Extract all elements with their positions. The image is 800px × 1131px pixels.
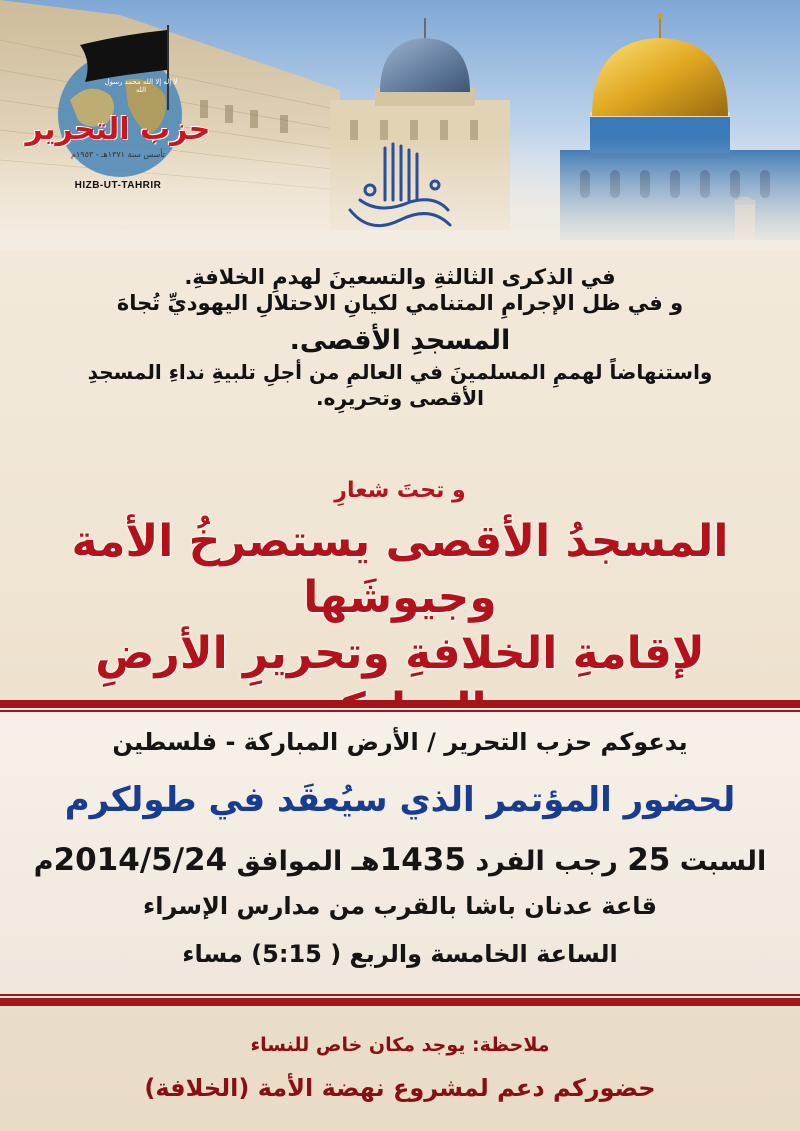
invitation-line-2: لحضور المؤتمر الذي سيُعقَد في طولكرم [64,780,736,820]
band-bottom-border-thin [0,994,800,996]
event-date [0,842,800,878]
logo-title: حزب التحرير [25,112,211,147]
event-gregorian-suffix: م [33,846,54,877]
intro-line-3: المسجدِ الأقصى. [289,325,511,356]
flag-shahada-text: لا إله إلا الله محمد رسول الله [104,78,178,94]
intro-text [20,265,780,410]
event-time [0,940,800,968]
event-time-prefix: الساعة الخامسة والربع [349,940,618,968]
event-time-value: ( 5:15) [251,940,342,968]
logo-date: تأسس سنة ١٣٧١هـ - ١٩٥٣م [71,150,165,159]
event-day-number: 25 [627,842,671,878]
event-day: السبت [679,846,767,877]
event-gregorian-date: 2014/5/24 [53,842,228,878]
intro-line-5: الأقصى وتحريرِه. [316,386,484,410]
event-hijri-suffix: هـ الموافق [236,846,380,877]
slogan-intro: و تحتَ شعارِ [334,478,466,503]
slogan-line-2: لإقامةِ الخلافةِ وتحريرِ الأرضِ [95,628,705,679]
band-top-border [0,700,800,708]
basmala-calligraphy-icon [330,140,470,240]
event-hijri-year: 1435 [379,842,466,878]
event-month: رجب الفرد [475,846,618,877]
slogan-line-1: المسجدُ الأقصى يستصرخُ الأمة وجيوشَها [71,516,729,623]
invitation-line-1: يدعوكم حزب التحرير / الأرض المباركة - فلسطين [112,728,688,756]
support-slogan: حضوركم دعم لمشروع نهضة الأمة (الخلافة) [144,1074,656,1102]
hizb-logo [18,30,218,210]
intro-line-1: في الذكرى الثالثةِ والتسعينَ لهدمِ الخلافةِ. [184,265,616,289]
band-bottom-border [0,998,800,1006]
event-time-suffix: مساء [182,940,243,968]
intro-line-2: و في ظل الإجرامِ المتنامي لكيانِ الاحتلالِ اليهوديِّ تُجاهَ [116,291,684,315]
logo-latin-name: HIZB-UT-TAHRIR [74,180,162,191]
band-top-border-thin [0,710,800,712]
basmala-calligraphy [330,140,470,240]
event-venue: قاعة عدنان باشا بالقرب من مدارس الإسراء [142,892,658,920]
women-note: ملاحظة: يوجد مكان خاص للنساء [250,1034,550,1056]
intro-line-4: واستنهاضاً لهممِ المسلمينَ في العالمِ من أجلِ تلبيةِ نداءِ المسجدِ [87,360,713,384]
